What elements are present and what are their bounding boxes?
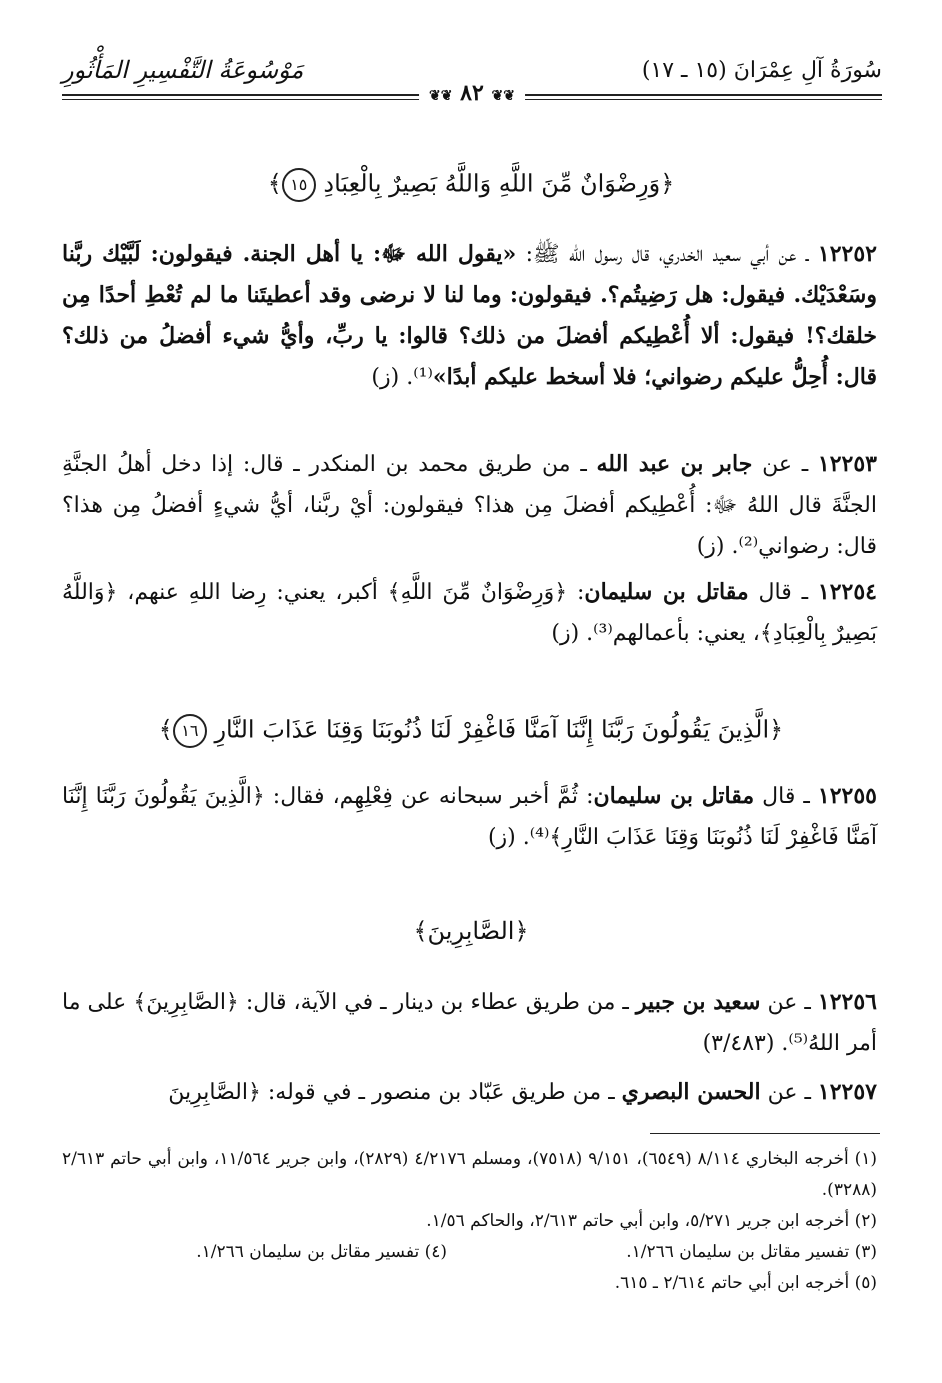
hadith-12254 [62, 572, 877, 654]
hadith-number: ١٢٢٥٣ [817, 451, 877, 477]
surah-title: سُورَةُ آلِ عِمْرَانَ (١٥ ـ ١٧) [641, 58, 882, 83]
page-number-block [419, 80, 525, 106]
hadith-prefix: ـ قال [748, 580, 818, 605]
hadith-text: ـ من طريق محمد بن المنكدر ـ قال: إذا دخل أهلُ الجنَّةِ الجنَّةَ قال اللهُ ﷻ: أُعْطِيكم أفضلَ مِن هذا؟ فيقولون: أيْ ربَّنا، أيُّ شيءٍ أفضلُ مِن هذا؟ قال: رضواني⁽²⁾. (ز) [62, 452, 877, 559]
hadith-prefix: ـ عن [752, 452, 818, 477]
verse-17-heading: ﴿الصَّابِرِينَ﴾ [413, 917, 529, 945]
footnote-separator [650, 1133, 880, 1134]
footnote-3: (٣) تفسير مقاتل بن سليمان ١/٢٦٦. [626, 1242, 877, 1262]
narrator: جابر بن عبد الله [596, 451, 753, 477]
ornament-icon: ❦❦ [429, 88, 453, 104]
hadith-number: ١٢٢٥٧ [817, 1079, 877, 1105]
verse-16 [60, 714, 882, 748]
footnote-5: (٥) أخرجه ابن أبي حاتم ٢/٦١٤ ـ ٦١٥. [614, 1273, 877, 1293]
hadith-number: ١٢٢٥٦ [817, 989, 877, 1015]
narrator: مقاتل بن سليمان [584, 579, 749, 605]
verse-text: ﴿وَرِضْوَانٌ مِّنَ اللَّهِ وَاللَّهُ بَصِيرٌ بِالْعِبَادِ [323, 169, 675, 198]
hadith-12256 [62, 982, 877, 1064]
hadith-number: ١٢٢٥٥ [817, 783, 877, 809]
page-header [62, 50, 882, 110]
ornament-icon: ❦❦ [491, 88, 515, 104]
hadith-12255 [62, 776, 877, 858]
verse-15 [60, 168, 882, 202]
footnote-2: (٢) أخرجه ابن جرير ٥/٢٧١، وابن أبي حاتم ٢/٦١٣، والحاكم ١/٥٦. [426, 1211, 877, 1231]
hadith-number: ١٢٢٥٤ [817, 579, 877, 605]
ayah-number: ١٥ [282, 168, 316, 202]
narrator: مقاتل بن سليمان [593, 783, 755, 809]
verse-close: ﴾ [267, 169, 282, 198]
hadith-text: ـ من طريق عطاء بن دينار ـ في الآية، قال: ﴿الصَّابِرِينَ﴾ على ما أمر اللهُ⁽⁵⁾. (٣/٤٨٣) [62, 990, 877, 1056]
page-number: ٨٢ [460, 80, 484, 106]
hadith-text: ـ من طريق عَبّاد بن منصور ـ في قوله: ﴿الصَّابِرِينَ [168, 1080, 622, 1105]
narrator: سعيد بن جبير [635, 989, 761, 1015]
hadith-prefix: ـ قال [754, 784, 818, 809]
ayah-number: ١٦ [173, 714, 207, 748]
narrator: الحسن البصري [621, 1079, 761, 1105]
hadith-12253 [62, 444, 877, 567]
hadith-prefix: ـ عن [760, 1080, 818, 1105]
hadith-text: : ﴿وَرِضْوَانٌ مِّنَ اللَّهِ﴾ أكبر، يعني: رِضا اللهِ عنهم، ﴿وَاللَّهُ بَصِيرٌ بِالْعِبَادِ﴾، يعني: بأعمالهم⁽³⁾. (ز) [62, 580, 877, 646]
book-title: مَوْسُوعَةُ التَّفْسِيرِ المَأْثُورِ [62, 56, 304, 84]
hadith-text: «يقول الله ﷻ: يا أهل الجنة. فيقولون: لَبَّيْك ربَّنا وسَعْدَيْك. فيقول: هل رَضِيتُم؟. فيقولون: وما لنا لا نرضى وقد أعطيتَنا ما لم تُعْطِ أحدًا مِن خلقك؟! فيقول: ألا أُعْطِيكم أفضلَ من ذلك؟ قالوا: يا ربِّ، وأيُّ شيء أفضلُ من ذلك؟ قال: أُحِلُّ عليكم رضواني؛ فلا أسخط عليكم أبدًا» [62, 241, 877, 390]
verse-text: ﴿الَّذِينَ يَقُولُونَ رَبَّنَا إِنَّنَا آمَنَّا فَاغْفِرْ لَنَا ذُنُوبَنَا وَقِنَا عَذَابَ النَّارِ [214, 715, 784, 744]
hadith-number: ١٢٢٥٢ [817, 241, 877, 267]
verse-close: ﴾ [158, 715, 173, 744]
footnote-4: (٤) تفسير مقاتل بن سليمان ١/٢٦٦. [196, 1242, 447, 1262]
hadith-text: : ثُمَّ أخبر سبحانه عن فِعْلِهِم، فقال: ﴿الَّذِينَ يَقُولُونَ رَبَّنَا إِنَّنَا آمَنَّا فَاغْفِرْ لَنَا ذُنُوبَنَا وَقِنَا عَذَابَ النَّارِ﴾⁽⁴⁾. (ز) [62, 784, 877, 850]
hadith-prefix: ـ عن [760, 990, 818, 1015]
hadith-chain: ـ عن أبي سعيد الخدري، قال رسول الله ﷺ: [516, 242, 818, 267]
hadith-12252 [62, 234, 877, 398]
hadith-12257 [62, 1072, 877, 1113]
footnote-1: (١) أخرجه البخاري ٨/١١٤ (٦٥٤٩)، ٩/١٥١ (٧٥١٨)، ومسلم ٤/٢١٧٦ (٢٨٢٩)، وابن جرير ١١/٥٦٤، وابن أبي حاتم ٢/٦١٣ (٣٢٨٨). [62, 1149, 878, 1200]
hadith-source: ⁽¹⁾. (ز) [371, 365, 433, 390]
